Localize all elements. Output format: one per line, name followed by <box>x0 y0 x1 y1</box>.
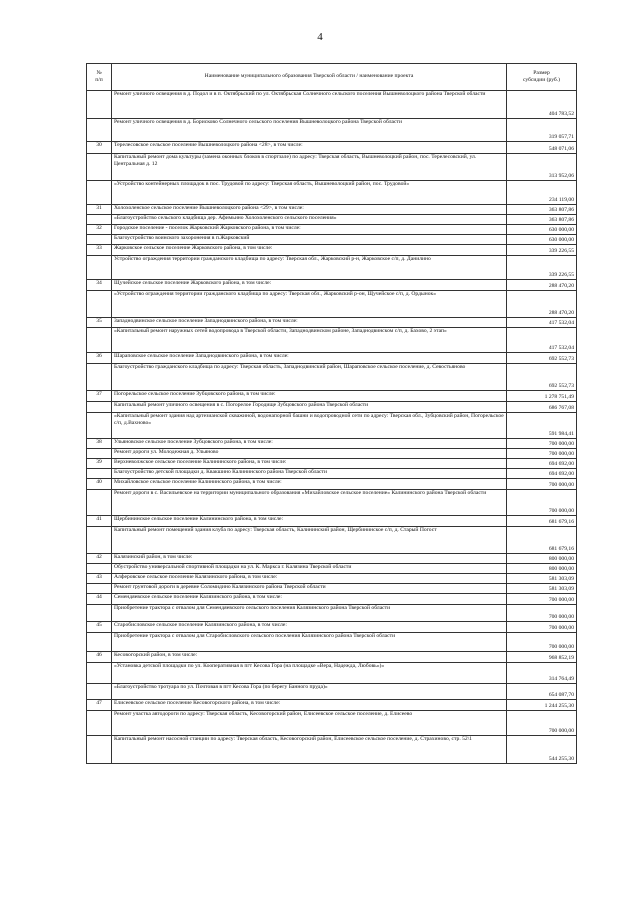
cell-name: Ремонт уличного освещения в д. Подол и в п. Октябрьский по ул. Октябрьская Солнечного сельского поселения Вышневолоцкого района Тверской области <box>112 91 507 119</box>
cell-name: Благоустройство детской площадки д. Квакшино Калининского района Тверской области <box>112 469 507 479</box>
cell-num: 47 <box>87 700 112 711</box>
table-row-project <box>87 364 577 391</box>
cell-sum: 363 807,86 <box>507 215 577 225</box>
cell-sum: 548 071,06 <box>507 142 577 154</box>
table-row-project <box>87 91 577 119</box>
cell-num: 30 <box>87 142 112 154</box>
cell-num <box>87 328 112 353</box>
cell-sum: 694 692,00 <box>507 459 577 469</box>
cell-name: Ремонт участка автодороги по адресу: Тверская область, Кесовогорский район, Елисеевское сельское поселение, д. Елисеево <box>112 711 507 736</box>
cell-name: Щербининское сельское поселение Калининского района, в том числе: <box>112 516 507 527</box>
cell-num: 39 <box>87 459 112 469</box>
cell-sum: 700 000,00 <box>507 490 577 516</box>
cell-num <box>87 256 112 280</box>
table-row-municipality <box>87 391 577 402</box>
cell-num: 43 <box>87 574 112 584</box>
cell-sum: 800 000,00 <box>507 554 577 564</box>
cell-num: 46 <box>87 652 112 663</box>
cell-num: 31 <box>87 205 112 215</box>
table-row-municipality <box>87 622 577 633</box>
cell-name: «Капитальный ремонт здания над артезианской скважиной, водонапорной башни и водопроводной сети по адресу: Тверская обл., Зубцовский район, Погорельское с/п, д.Вахново» <box>112 413 507 439</box>
cell-name: Жарковское сельское поселение Жарковского района, в том числе: <box>112 245 507 256</box>
cell-sum: 800 000,00 <box>507 564 577 574</box>
cell-num <box>87 564 112 574</box>
table-row-project <box>87 413 577 439</box>
cell-name: Щучейское сельское поселение Жарковского района, в том числе: <box>112 280 507 291</box>
table-row-project <box>87 736 577 764</box>
table-row-municipality <box>87 700 577 711</box>
cell-sum: 1 244 255,30 <box>507 700 577 711</box>
cell-name: Капитальный ремонт дома культуры (замена оконных блоков в спортзале) по адресу: Тверская область, Вышневолоцкий район, пос. Терелесовский, ул. Центральная д. 12 <box>112 154 507 181</box>
cell-num <box>87 633 112 652</box>
table-row-project <box>87 605 577 622</box>
table-row-municipality <box>87 353 577 364</box>
cell-num <box>87 736 112 764</box>
table-row-project <box>87 469 577 479</box>
cell-sum: 968 852,19 <box>507 652 577 663</box>
cell-sum: 544 255,30 <box>507 736 577 764</box>
cell-sum: 288 470,20 <box>507 280 577 291</box>
table-row-municipality <box>87 652 577 663</box>
cell-name: Ульяновское сельское поселение Зубцовского района, в том числе: <box>112 439 507 449</box>
cell-num <box>87 154 112 181</box>
cell-name: Калязинский район, в том числе: <box>112 554 507 564</box>
cell-sum: 313 952,06 <box>507 154 577 181</box>
subsidy-table <box>86 63 577 764</box>
cell-name: Ремонт дороги в с. Васильевское на территории муниципального образования «Михайловское сельское поселение» Калининского района Тверской области <box>112 490 507 516</box>
cell-sum: 700 000,00 <box>507 711 577 736</box>
cell-num: 44 <box>87 594 112 605</box>
cell-num: 40 <box>87 479 112 490</box>
table-row-municipality <box>87 594 577 605</box>
cell-sum: 686 767,08 <box>507 402 577 413</box>
cell-name: Ремонт уличного освещения в д. Борисково Солнечного сельского поселения Вышневолоцкого района Тверской области <box>112 119 507 142</box>
cell-sum: 654 087,70 <box>507 684 577 700</box>
table-row-municipality <box>87 280 577 291</box>
cell-sum: 1 278 751,49 <box>507 391 577 402</box>
cell-name: Благоустройство гражданского кладбища по адресу: Тверская область, Западнодвинский район, Шараповское сельское поселение, д. Севостьяново <box>112 364 507 391</box>
cell-num <box>87 449 112 459</box>
table-row-project <box>87 584 577 594</box>
cell-sum: 288 470,20 <box>507 291 577 318</box>
table-row-project <box>87 684 577 700</box>
cell-name: Семендяевское сельское поселение Калязинского района, в том числе: <box>112 594 507 605</box>
cell-name: Ремонт дороги ул. Молодежная д. Ульяново <box>112 449 507 459</box>
cell-num: 37 <box>87 391 112 402</box>
cell-name: «Капитальный ремонт наружных сетей водопровода в Тверской области, Западнодвинском районе, Западнодвинском с/п, д. Бахово, 2 этап» <box>112 328 507 353</box>
table-row-project <box>87 328 577 353</box>
cell-sum: 700 000,00 <box>507 633 577 652</box>
cell-num <box>87 490 112 516</box>
cell-name: «Благоустройство тротуара по ул. Почтовая в пгт Кесова Гора (по берегу Банного пруда)» <box>112 684 507 700</box>
cell-sum: 417 532,04 <box>507 318 577 328</box>
cell-sum: 404 783,52 <box>507 91 577 119</box>
table-row-project <box>87 256 577 280</box>
table-row-project <box>87 402 577 413</box>
cell-sum: 581 303,09 <box>507 584 577 594</box>
header-sum: Размер субсидии (руб.) <box>507 64 577 91</box>
cell-num: 42 <box>87 554 112 564</box>
cell-num: 33 <box>87 245 112 256</box>
cell-sum: 417 532,04 <box>507 328 577 353</box>
table-row-project <box>87 181 577 205</box>
table-row-municipality <box>87 554 577 564</box>
cell-name: Старобисловское сельское поселение Калязинского района, в том числе: <box>112 622 507 633</box>
cell-name: Благоустройство воинского захоронения в п.Жарковский <box>112 235 507 245</box>
cell-name: Капитальный ремонт уличного освещения в с. Погорелое Городище Зубцовского района Тверской области <box>112 402 507 413</box>
cell-name: Кесовогорский район, в том числе: <box>112 652 507 663</box>
cell-sum: 314 764,49 <box>507 663 577 684</box>
cell-num <box>87 663 112 684</box>
cell-num: 32 <box>87 225 112 235</box>
table-row-project <box>87 154 577 181</box>
cell-num <box>87 235 112 245</box>
cell-sum: 692 552,73 <box>507 353 577 364</box>
cell-num <box>87 413 112 439</box>
cell-num: 35 <box>87 318 112 328</box>
cell-name: Верхневолжское сельское поселение Калининского района, в том числе: <box>112 459 507 469</box>
cell-num: 45 <box>87 622 112 633</box>
cell-sum: 700 000,00 <box>507 449 577 459</box>
cell-sum: 681 679,16 <box>507 516 577 527</box>
cell-num <box>87 711 112 736</box>
table-row-project <box>87 527 577 554</box>
cell-name: Елисеевское сельское поселение Кесовогорского района, в том числе: <box>112 700 507 711</box>
cell-name: Приобретение трактора с отвалом для Старобисловского сельского поселения Калязинского района Тверской области <box>112 633 507 652</box>
table-row-project <box>87 633 577 652</box>
table-row-municipality <box>87 225 577 235</box>
cell-name: Приобретение трактора с отвалом для Семендяевского сельского поселения Калязинского района Тверской области <box>112 605 507 622</box>
cell-sum: 339 226,55 <box>507 245 577 256</box>
cell-name: Устройство ограждения территории гражданского кладбища по адресу: Тверская обл., Жарковский р-н, Жарковское с/п, д. Данилино <box>112 256 507 280</box>
cell-name: Шараповское сельское поселение Западнодвинского района, в том числе: <box>112 353 507 364</box>
cell-name: «Установка детской площадки по ул. Кооперативная в пгт Кесова Гора (на площадке «Вера, Надежда, Любовь»)» <box>112 663 507 684</box>
cell-num <box>87 527 112 554</box>
table-row-municipality <box>87 142 577 154</box>
cell-num: 41 <box>87 516 112 527</box>
header-name: Наименование муниципального образования Тверской области / наименование проекта <box>112 64 507 91</box>
cell-sum: 581 303,09 <box>507 574 577 584</box>
cell-sum: 700 000,00 <box>507 605 577 622</box>
cell-sum: 692 552,73 <box>507 364 577 391</box>
cell-name: Западнодвинское сельское поселение Западнодвинского района, в том числе: <box>112 318 507 328</box>
cell-sum: 319 057,71 <box>507 119 577 142</box>
cell-name: Городское поселение - поселок Жарковский Жарковского района, в том числе: <box>112 225 507 235</box>
cell-num <box>87 215 112 225</box>
cell-name: Капитальный ремонт помещений здания клуба по адресу: Тверская область, Калининский район, Щербининское с/п, д. Старый Погост <box>112 527 507 554</box>
table-row-project <box>87 235 577 245</box>
cell-name: Холохоленское сельское поселение Вышневолоцкого района <29>, в том числе: <box>112 205 507 215</box>
header-num: № п/п <box>87 64 112 91</box>
cell-name: «Устройство ограждения территории гражданского кладбища по адресу: Тверская обл., Жарковский р-он, Щучейское с/п, д. Ордынок» <box>112 291 507 318</box>
cell-name: Михайловское сельское поселение Калининского района, в том числе: <box>112 479 507 490</box>
table-row-municipality <box>87 459 577 469</box>
cell-num <box>87 584 112 594</box>
cell-sum: 339 226,55 <box>507 256 577 280</box>
cell-num: 38 <box>87 439 112 449</box>
cell-sum: 630 000,00 <box>507 225 577 235</box>
cell-name: «Благоустройство сельского кладбища дер. Афимьино Холохоленского сельского поселения» <box>112 215 507 225</box>
cell-name: Алферовское сельское поселение Калязинского района, в том числе: <box>112 574 507 584</box>
cell-sum: 700 000,00 <box>507 594 577 605</box>
table-row-municipality <box>87 245 577 256</box>
page-number: 4 <box>317 31 323 43</box>
cell-num <box>87 181 112 205</box>
table-row-municipality <box>87 439 577 449</box>
cell-name: Ремонт грунтовой дороги в деревне Соломидино Калязинского района Тверской области <box>112 584 507 594</box>
cell-sum: 700 000,00 <box>507 479 577 490</box>
cell-sum: 234 119,00 <box>507 181 577 205</box>
table-row-project <box>87 564 577 574</box>
cell-num <box>87 605 112 622</box>
cell-num <box>87 469 112 479</box>
cell-name: Обустройство универсальной спортивной площадки на ул. К. Маркса г. Калязина Тверской области <box>112 564 507 574</box>
cell-sum: 681 679,16 <box>507 527 577 554</box>
cell-name: Капитальный ремонт насосной станции по адресу: Тверская область, Кесовогорский район, Елисеевское сельское поселение, д. Страхиново, стр. 52\1 <box>112 736 507 764</box>
cell-sum: 630 000,00 <box>507 235 577 245</box>
cell-sum: 591 984,41 <box>507 413 577 439</box>
cell-name: Погорельское сельское поселение Зубцовского района, в том числе: <box>112 391 507 402</box>
cell-num <box>87 291 112 318</box>
cell-sum: 363 807,86 <box>507 205 577 215</box>
cell-num <box>87 684 112 700</box>
table-row-project <box>87 711 577 736</box>
table-row-project <box>87 119 577 142</box>
cell-num <box>87 91 112 119</box>
cell-num <box>87 119 112 142</box>
cell-num <box>87 364 112 391</box>
cell-num: 36 <box>87 353 112 364</box>
table-row-municipality <box>87 205 577 215</box>
table-row-municipality <box>87 318 577 328</box>
table-row-project <box>87 291 577 318</box>
cell-name: «Устройство контейнерных площадок в пос. Трудовой по адресу: Тверская область, Вышневолоцкий район, пос. Трудовой» <box>112 181 507 205</box>
table-row-project <box>87 663 577 684</box>
cell-name: Терелесовское сельское поселение Вышневолоцкого района <28>, в том числе: <box>112 142 507 154</box>
table-row-municipality <box>87 479 577 490</box>
table-row-project <box>87 215 577 225</box>
cell-num <box>87 402 112 413</box>
table-row-project <box>87 449 577 459</box>
table-row-project <box>87 490 577 516</box>
cell-sum: 700 000,00 <box>507 622 577 633</box>
cell-sum: 694 692,00 <box>507 469 577 479</box>
table-row-municipality <box>87 516 577 527</box>
table-row-municipality <box>87 574 577 584</box>
table-header-row <box>87 64 577 91</box>
cell-num: 34 <box>87 280 112 291</box>
cell-sum: 700 000,00 <box>507 439 577 449</box>
